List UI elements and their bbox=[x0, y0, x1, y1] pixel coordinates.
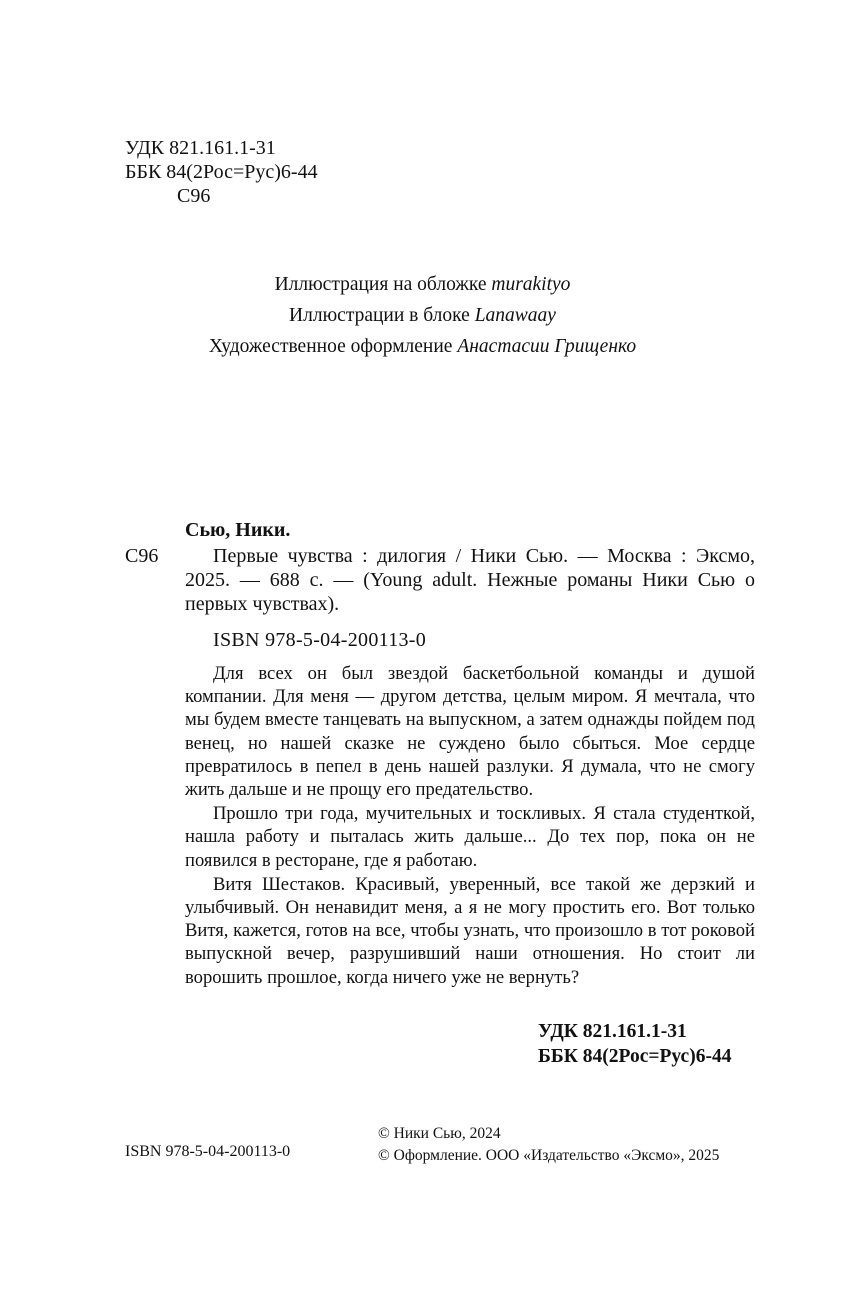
copyright-block bbox=[378, 1123, 719, 1167]
credit-inner bbox=[0, 300, 845, 331]
copyright-design: © Оформление. ООО «Издательство «Эксмо», 2025 bbox=[378, 1147, 720, 1164]
annotation-paragraph: Витя Шестаков. Красивый, уверенный, все такой же дерзкий и улыбчивый. Он ненавидит меня, а я не могу простить его. Вот только Витя, кажется, готов на все, чтобы узнать, что произошло в тот роковой выпускной вечер, разрушивший наши отношения. Но стоит ли ворошить прошлое, когда ничего уже не вернуть? bbox=[185, 873, 755, 988]
annotation-paragraph: Для всех он был звездой баскетбольной команды и душой компании. Для меня — другом детства, целым миром. Я мечтала, что мы будем вместе танцевать на выпускном, а затем однажды пойдем под венец, но нашей сказке не суждено было сбыться. Мое сердце превратилось в пепел в день нашей разлуки. Я думала, что не смогу жить дальше и не прощу его предательство. bbox=[185, 663, 755, 801]
author-mark: С96 bbox=[177, 185, 211, 207]
bibliographic-description bbox=[185, 544, 755, 616]
credit-name: Анастасии Грищенко bbox=[457, 336, 637, 357]
udk-code-bottom: УДК 821.161.1-31 bbox=[538, 1021, 687, 1042]
credit-cover bbox=[0, 269, 845, 300]
author-heading: Сью, Ники. bbox=[185, 519, 291, 541]
copyright-author: © Ники Сью, 2024 bbox=[378, 1125, 501, 1142]
bbk-code: ББК 84(2Рос=Рус)6-44 bbox=[125, 161, 318, 183]
classification-codes bbox=[125, 136, 318, 208]
isbn: ISBN 978-5-04-200113-0 bbox=[213, 629, 427, 651]
udk-code: УДК 821.161.1-31 bbox=[125, 137, 276, 159]
annotation bbox=[185, 662, 755, 990]
footer-isbn: ISBN 978-5-04-200113-0 bbox=[125, 1143, 291, 1160]
credit-name: murakityo bbox=[491, 274, 571, 295]
credit-label: Иллюстрации в блоке bbox=[289, 305, 475, 326]
illustration-credits bbox=[0, 269, 845, 362]
bbk-code-bottom: ББК 84(2Рос=Рус)6-44 bbox=[538, 1046, 732, 1067]
credit-label: Художественное оформление bbox=[208, 336, 458, 357]
credit-label: Иллюстрация на обложке bbox=[274, 274, 492, 295]
credit-name: Lanawaay bbox=[474, 305, 556, 326]
bib-text: Первые чувства : дилогия / Ники Сью. — Москва : Эксмо, 2025. — 688 с. — (Young adult. Нежные романы Ники Сью о первых чувствах). bbox=[185, 545, 755, 615]
classification-codes-bottom bbox=[538, 1020, 731, 1070]
credit-design bbox=[0, 331, 845, 362]
bib-author-mark: С96 bbox=[125, 545, 159, 567]
annotation-paragraph: Прошло три года, мучительных и тоскливых. Я стала студенткой, нашла работу и пыталась жить дальше... До тех пор, пока он не появился в ресторане, где я работаю. bbox=[185, 803, 755, 871]
